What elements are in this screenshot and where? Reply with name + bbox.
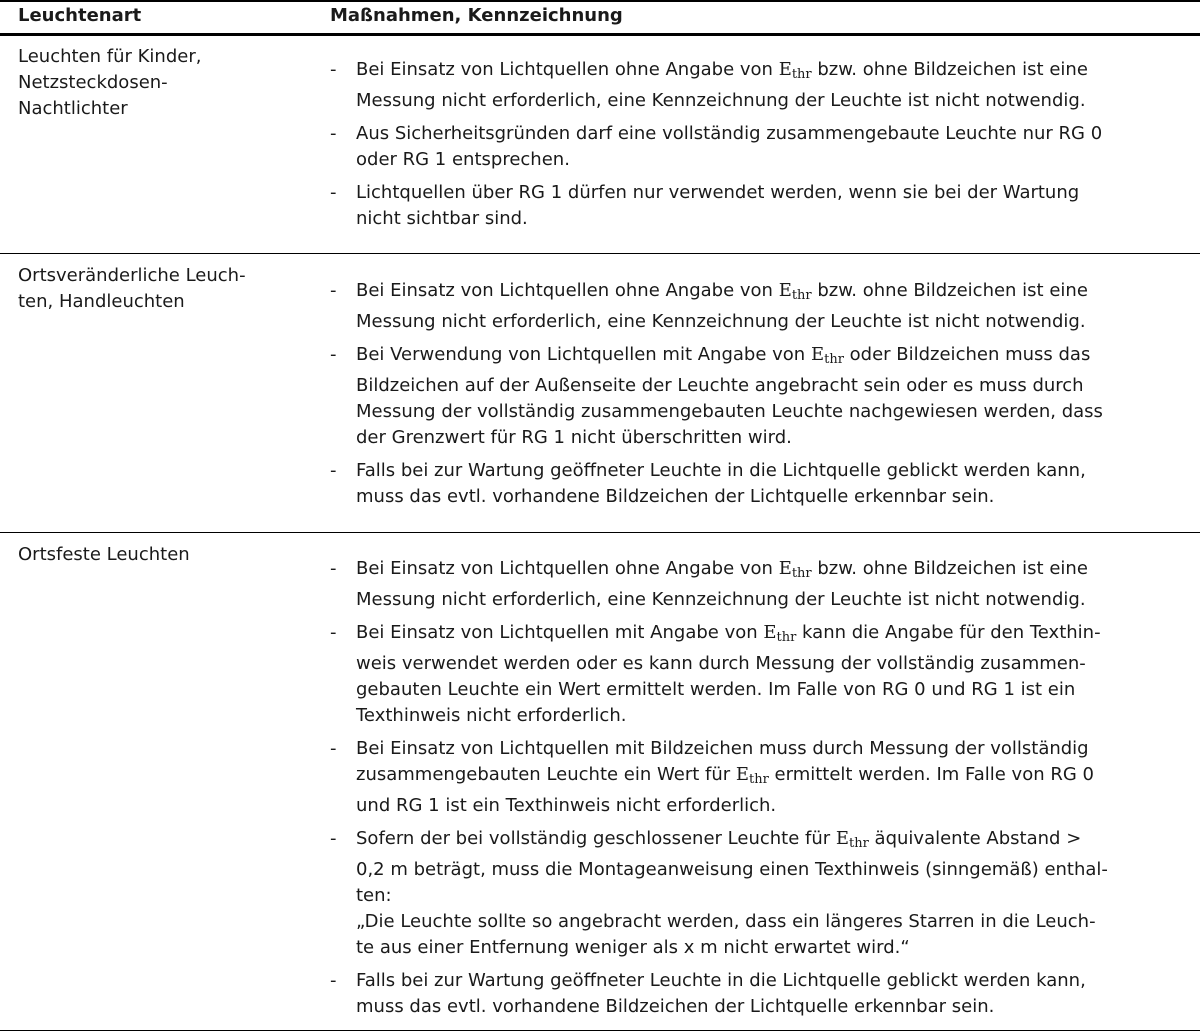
measure-text: Bei Verwendung von Lichtquellen mit Angabe von xyxy=(356,344,811,365)
measure-text: Falls bei zur Wartung geöffneter Leuchte in die Lichtquelle geblickt werden kann, muss das evtl. vorhandene Bildzeichen der Lichtquelle erkennbar sein. xyxy=(356,970,1086,1017)
symbol-e-thr: $E_{thr}$ xyxy=(763,622,797,645)
bullet-dash: - xyxy=(330,558,337,579)
measure-item xyxy=(330,620,1190,729)
header-col-measures: Maßnahmen, Kennzeichnung xyxy=(330,5,623,26)
measure-text: bzw. ohne Bildzeichen ist eine Messung nicht erforderlich, eine Kennzeichnung der Leuchte ist nicht notwendig. xyxy=(356,280,1088,332)
bullet-dash: - xyxy=(330,828,337,849)
bullet-dash: - xyxy=(330,123,337,144)
bullet-dash: - xyxy=(330,622,337,643)
measures-list xyxy=(330,57,1190,239)
measure-item xyxy=(330,278,1190,335)
bullet-dash: - xyxy=(330,970,337,991)
measure-text: Lichtquellen über RG 1 dürfen nur verwendet werden, wenn sie bei der Wartung nicht sichtbar sind. xyxy=(356,182,1080,229)
measure-item xyxy=(330,736,1190,819)
lamp-type-cell: Ortsveränderliche Leuch- ten, Handleuchten xyxy=(18,265,246,312)
measure-text: Sofern der bei vollständig geschlossener Leuchte für xyxy=(356,828,836,849)
measure-text: ermittelt werden. Im Falle von RG 0 und RG 1 ist ein Texthinweis nicht erforderlich. xyxy=(356,764,1094,816)
header-col-lamp-type: Leuchtenart xyxy=(18,5,142,26)
lamp-type-cell: Leuchten für Kinder, Netzsteckdosen- Nachtlichter xyxy=(18,46,202,119)
bullet-dash: - xyxy=(330,59,337,80)
measure-text: Bei Einsatz von Lichtquellen ohne Angabe von xyxy=(356,59,779,80)
measure-text: kann die Angabe für den Texthin- weis verwendet werden oder es kann durch Messung der vollständig zusammen- gebauten Leuchte ein Wert ermittelt werden. Im Falle von RG 0 und RG 1 ist ein Texthinweis nicht erforderlich. xyxy=(356,622,1101,726)
measure-text: Falls bei zur Wartung geöffneter Leuchte in die Lichtquelle geblickt werden kann, muss das evtl. vorhandene Bildzeichen der Lichtquelle erkennbar sein. xyxy=(356,460,1086,507)
lamp-type-cell: Ortsfeste Leuchten xyxy=(18,544,190,565)
bullet-dash: - xyxy=(330,344,337,365)
symbol-e-thr: $E_{thr}$ xyxy=(778,280,812,303)
symbol-e-thr: $E_{thr}$ xyxy=(835,828,869,851)
bullet-dash: - xyxy=(330,182,337,203)
row-divider xyxy=(0,253,1200,254)
bottom-rule xyxy=(0,1030,1200,1031)
measure-text: Bei Einsatz von Lichtquellen mit Bildzeichen muss durch Messung der vollständig zusammengebauten Leuchte ein Wert für xyxy=(356,738,1089,785)
measures-list xyxy=(330,556,1190,1027)
measures-list xyxy=(330,278,1190,517)
symbol-e-thr: $E_{thr}$ xyxy=(810,344,844,367)
measure-item xyxy=(330,458,1190,510)
symbol-e-thr: $E_{thr}$ xyxy=(778,59,812,82)
measure-text: bzw. ohne Bildzeichen ist eine Messung nicht erforderlich, eine Kennzeichnung der Leuchte ist nicht notwendig. xyxy=(356,558,1088,610)
measure-item xyxy=(330,968,1190,1020)
measure-text: Bei Einsatz von Lichtquellen mit Angabe von xyxy=(356,622,764,643)
symbol-e-thr: $E_{thr}$ xyxy=(778,558,812,581)
measure-text: Bei Einsatz von Lichtquellen ohne Angabe von xyxy=(356,558,779,579)
bullet-dash: - xyxy=(330,738,337,759)
row-divider xyxy=(0,532,1200,533)
measure-item xyxy=(330,342,1190,451)
measure-item xyxy=(330,121,1190,173)
measure-item xyxy=(330,826,1190,961)
bullet-dash: - xyxy=(330,280,337,301)
measure-text: äquivalente Abstand > 0,2 m beträgt, muss die Montageanweisung einen Texthinweis (sinngemäß) enthal- ten: „Die Leuchte sollte so angebracht werden, dass ein längeres Starren in die Leuch- te aus einer Entfernung weniger als x m nicht erwartet wird.“ xyxy=(356,828,1108,958)
measure-text: bzw. ohne Bildzeichen ist eine Messung nicht erforderlich, eine Kennzeichnung der Leuchte ist nicht notwendig. xyxy=(356,59,1088,111)
measure-text: oder Bildzeichen muss das Bildzeichen auf der Außenseite der Leuchte angebracht sein oder es muss durch Messung der vollständig zusammengebauten Leuchte nachgewiesen werden, dass der Grenzwert für RG 1 nicht überschritten wird. xyxy=(356,344,1103,448)
table-header xyxy=(0,0,1200,36)
measure-item xyxy=(330,556,1190,613)
measure-item xyxy=(330,57,1190,114)
top-rule xyxy=(0,0,1200,2)
measure-text: Bei Einsatz von Lichtquellen ohne Angabe von xyxy=(356,280,779,301)
symbol-e-thr: $E_{thr}$ xyxy=(735,764,769,787)
bullet-dash: - xyxy=(330,460,337,481)
measure-item xyxy=(330,180,1190,232)
measure-text: Aus Sicherheitsgründen darf eine vollständig zusammengebaute Leuchte nur RG 0 oder RG 1 entsprechen. xyxy=(356,123,1103,170)
